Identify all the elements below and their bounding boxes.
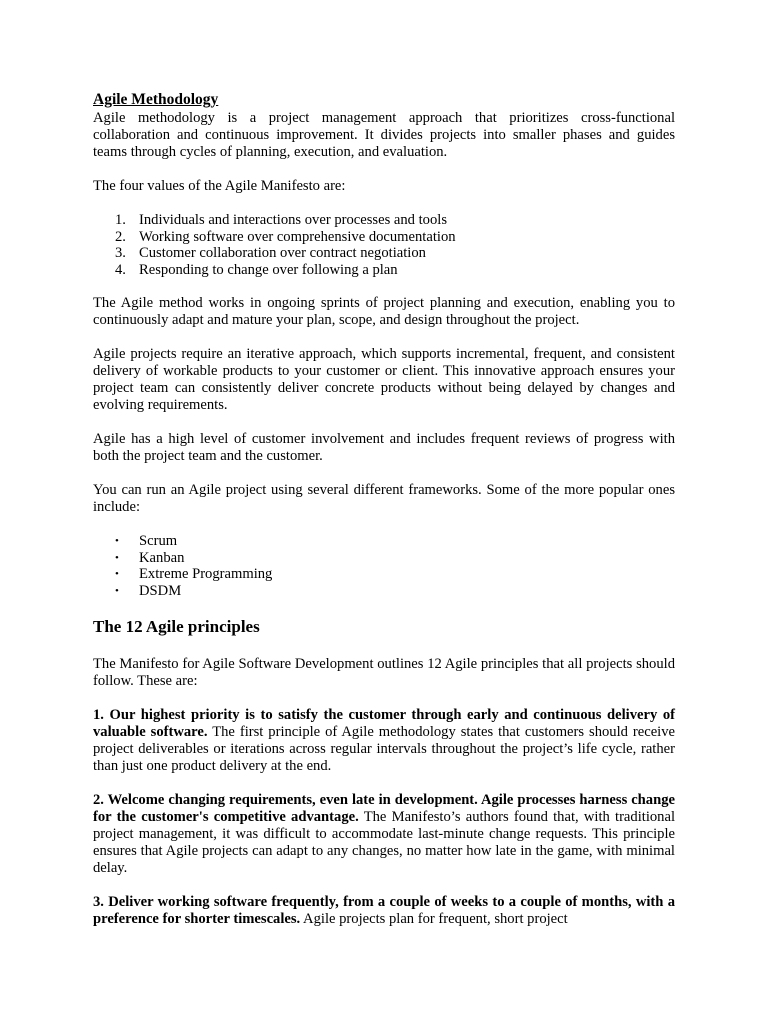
- list-item-text: Scrum: [139, 533, 178, 549]
- list-item: [93, 245, 675, 262]
- list-item: [93, 550, 675, 567]
- list-item-text: Customer collaboration over contract negotiation: [139, 245, 426, 261]
- list-item: [93, 566, 675, 583]
- frameworks-list: [93, 533, 675, 599]
- section-heading: The 12 Agile principles: [93, 617, 260, 636]
- bullet-icon: •: [115, 584, 119, 597]
- intro-paragraph: Agile methodology is a project management approach that prioritizes cross-functional collaboration and continuous improvement. It divides projects into smaller phases and guides teams through cycles of planning, execution, and evaluation.: [93, 110, 675, 160]
- list-item-text: Extreme Programming: [139, 566, 273, 582]
- list-number: 3.: [115, 245, 126, 261]
- list-item: [93, 212, 675, 229]
- principle-body: The Manifesto’s authors found that, with traditional project management, it was difficult to accommodate last-minute change requests. This principle ensures that Agile projects can adapt to any changes, no matter how late in the game, with minimal delay.: [93, 809, 675, 876]
- list-item: [93, 262, 675, 279]
- values-intro: The four values of the Agile Manifesto are:: [93, 178, 346, 194]
- bullet-icon: •: [115, 551, 119, 564]
- principle-paragraph: [93, 894, 675, 928]
- document-title: Agile Methodology: [93, 91, 219, 108]
- list-number: 2.: [115, 228, 126, 245]
- principle-body: Agile projects plan for frequent, short project: [300, 911, 568, 927]
- list-item: [93, 533, 675, 550]
- list-number: 1.: [115, 212, 126, 228]
- list-item-text: Responding to change over following a plan: [139, 261, 398, 278]
- principle-heading: 3. Deliver working software frequently, from a couple of weeks to a couple of months, with a preference for shorter timescales.: [93, 894, 675, 927]
- list-item-text: Kanban: [139, 549, 185, 566]
- iterative-paragraph: Agile projects require an iterative approach, which supports incremental, frequent, and consistent delivery of workable products to your customer or client. This innovative approach ensures your project team can consistently deliver concrete products without being delayed by changes and evolving requirements.: [93, 346, 675, 413]
- bullet-icon: •: [115, 535, 119, 547]
- document-page: [93, 90, 675, 945]
- principle-paragraph: [93, 792, 675, 877]
- list-item: [93, 229, 675, 246]
- list-item-text: Working software over comprehensive documentation: [139, 228, 456, 245]
- list-number: 4.: [115, 261, 126, 278]
- principles-intro: The Manifesto for Agile Software Development outlines 12 Agile principles that all projects should follow. These are:: [93, 656, 675, 689]
- frameworks-intro: You can run an Agile project using several different frameworks. Some of the more popular ones include:: [93, 482, 675, 515]
- manifesto-values-list: [93, 212, 675, 278]
- list-item: [93, 583, 675, 600]
- principle-paragraph: [93, 707, 675, 775]
- principle-heading: 2. Welcome changing requirements, even late in development. Agile processes harness change for the customer's competitive advantage.: [93, 792, 675, 825]
- list-item-text: DSDM: [139, 582, 182, 599]
- principle-heading: 1. Our highest priority is to satisfy the customer through early and continuous delivery of valuable software.: [93, 707, 675, 740]
- customer-paragraph: Agile has a high level of customer involvement and includes frequent reviews of progress with both the project team and the customer.: [93, 431, 675, 464]
- sprints-paragraph: The Agile method works in ongoing sprints of project planning and execution, enabling you to continuously adapt and mature your plan, scope, and design throughout the project.: [93, 295, 675, 328]
- principle-body: The first principle of Agile methodology states that customers should receive project deliverables or iterations across regular intervals throughout the project’s life cycle, rather than just one product delivery at the end.: [93, 724, 676, 774]
- list-item-text: Individuals and interactions over processes and tools: [139, 212, 448, 228]
- bullet-icon: •: [115, 568, 119, 580]
